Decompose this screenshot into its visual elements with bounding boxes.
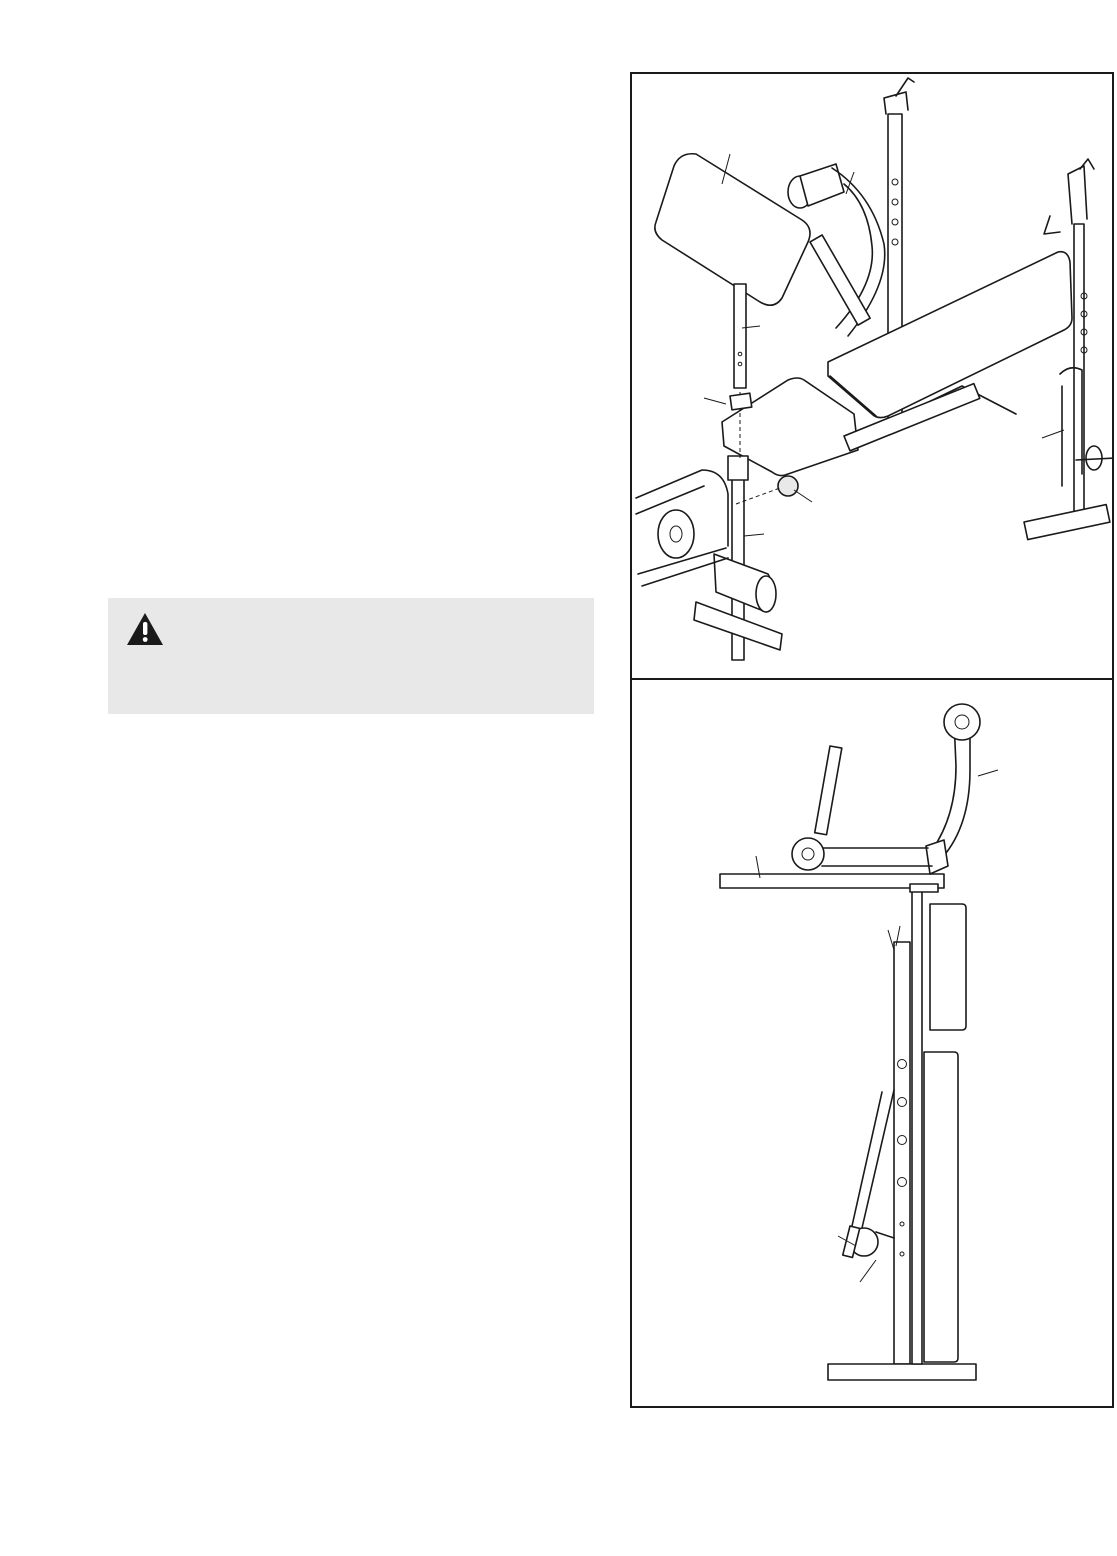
warning-triangle-icon xyxy=(126,612,164,646)
warning-box xyxy=(108,598,594,714)
assembly-isometric-view xyxy=(630,72,1114,680)
assembly-side-view xyxy=(630,678,1114,1408)
isometric-drawing xyxy=(632,74,1114,680)
side-view-drawing xyxy=(632,680,1114,1408)
